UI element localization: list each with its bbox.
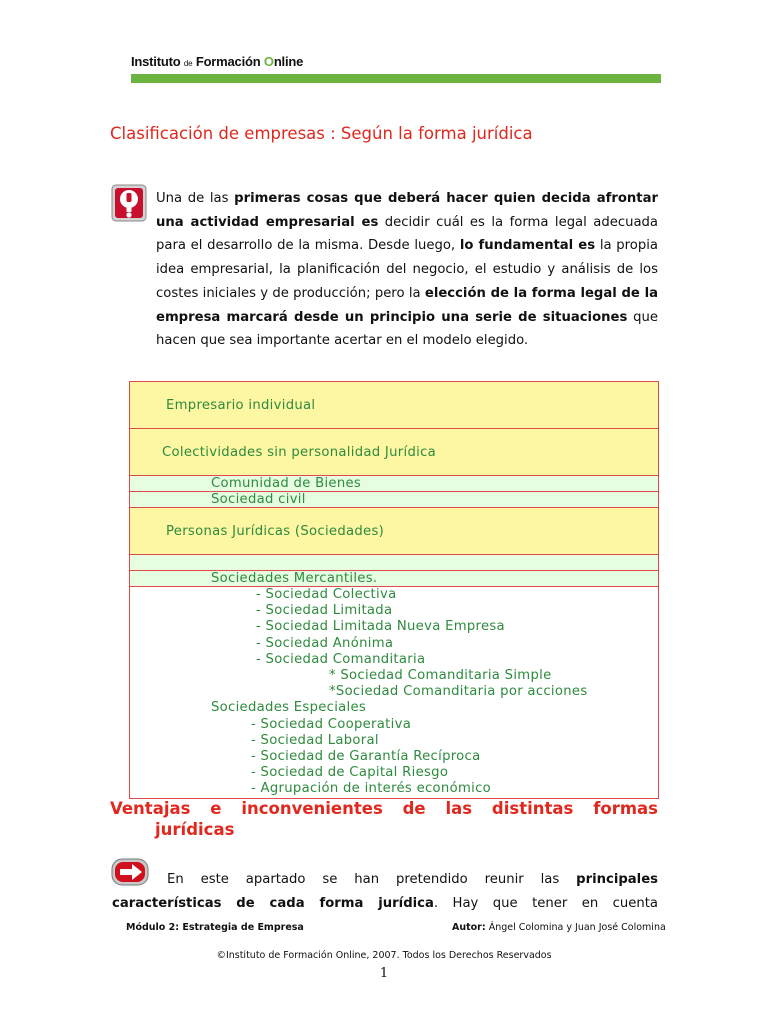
section-title-2: Ventajas e inconvenientes de las distintas formas jurídicas [110, 799, 658, 839]
intro-paragraph [156, 187, 658, 353]
table-row [130, 508, 659, 555]
table-cell [130, 555, 659, 571]
table-row [130, 587, 659, 604]
classification-table [129, 381, 659, 799]
table-cell: Sociedad civil [130, 492, 659, 508]
table-cell: - Sociedad Laboral [130, 733, 659, 749]
footer-author: Autor: Ángel Colomina y Juan José Colomina [452, 922, 666, 933]
table-row [130, 781, 659, 798]
table-cell: - Sociedad de Capital Riesgo [130, 765, 659, 781]
table-row [130, 733, 659, 749]
table-row [130, 492, 659, 508]
table-row [130, 717, 659, 733]
header-bar [131, 74, 661, 83]
table-row [130, 668, 659, 684]
page-number: 1 [379, 966, 389, 981]
body-text: . Hay que tener en cuenta [433, 895, 658, 911]
emphasis-text: elección de la forma legal de la empresa marcará desde un principio una serie de situaciones [156, 285, 658, 325]
table-cell: Sociedades Mercantiles. [130, 571, 659, 587]
table-cell: - Sociedad Cooperativa [130, 717, 659, 733]
table-cell: - Agrupación de interés económico [130, 781, 659, 798]
table-cell: Comunidad de Bienes [130, 476, 659, 492]
table-row [130, 684, 659, 700]
table-row [130, 476, 659, 492]
table-cell: *Sociedad Comanditaria por acciones [130, 684, 659, 700]
emphasis-text: lo fundamental es [459, 238, 596, 254]
copyright-notice: ©Instituto de Formación Online, 2007. Todos los Derechos Reservados [216, 950, 552, 961]
body-text: la propia idea empresarial, la planificación del negocio, el estudio y análisis de los costes iniciales y de producción; pero la [156, 238, 658, 301]
table-cell: Colectividades sin personalidad Jurídica [130, 429, 659, 476]
table-row [130, 555, 659, 571]
section2-paragraph [112, 868, 658, 915]
table-cell: Empresario individual [130, 382, 659, 429]
emphasis-text: primeras cosas que deberá hacer quien decida afrontar una actividad empresarial es [156, 191, 658, 230]
table-row [130, 636, 659, 652]
body-text: Una de las [156, 191, 235, 206]
table-cell: * Sociedad Comanditaria Simple [130, 668, 659, 684]
body-text: que hacen que sea importante acertar en el modelo elegido. [156, 309, 658, 349]
table-row [130, 652, 659, 668]
table-cell: - Sociedad Colectiva [130, 587, 659, 604]
table-row [130, 619, 659, 635]
table-cell: - Sociedad Anónima [130, 636, 659, 652]
exclamation-info-icon [111, 184, 147, 222]
emphasis-text: principales características de cada forma jurídica [112, 872, 658, 911]
body-text: decidir cuál es la forma legal adecuada para el desarrollo de la misma. Desde luego, [156, 214, 658, 254]
footer-module-text: Módulo 2: Estrategia de Empresa [126, 922, 304, 933]
table-row [130, 765, 659, 781]
table-cell: Personas Jurídicas (Sociedades) [130, 508, 659, 555]
table-row [130, 429, 659, 476]
table-cell: - Sociedad de Garantía Recíproca [130, 749, 659, 765]
table-cell: Sociedades Especiales [130, 700, 659, 716]
table-row [130, 571, 659, 587]
table-row [130, 749, 659, 765]
table-cell: - Sociedad Limitada Nueva Empresa [130, 619, 659, 635]
body-text: En este apartado se han pretendido reunir las [167, 872, 577, 887]
logo: Instituto de Formación Online [131, 54, 304, 69]
section-title: Clasificación de empresas : Según la forma jurídica [110, 124, 533, 143]
table-row [130, 700, 659, 716]
table-row [130, 382, 659, 429]
table-cell: - Sociedad Limitada [130, 603, 659, 619]
table-row [130, 603, 659, 619]
table-cell: - Sociedad Comanditaria [130, 652, 659, 668]
